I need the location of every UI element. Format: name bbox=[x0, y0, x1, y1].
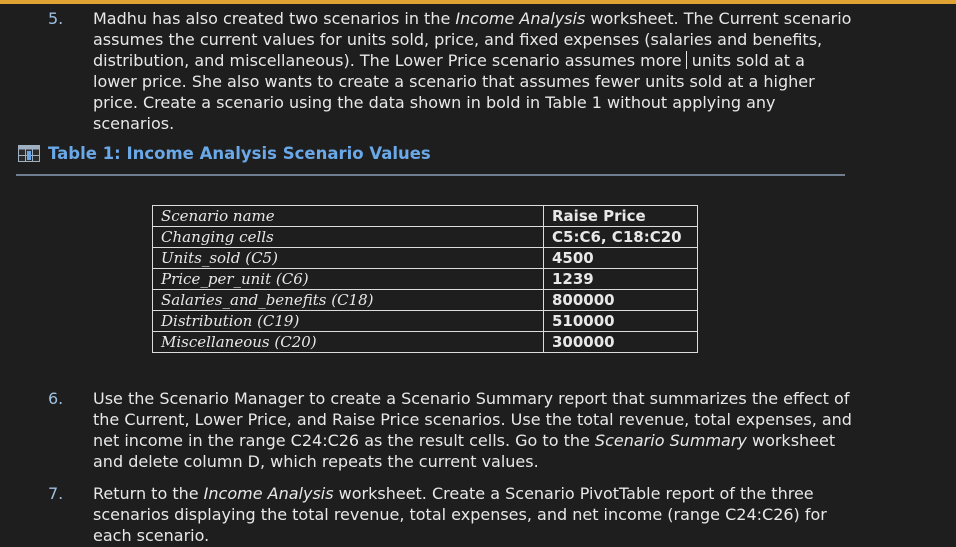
step-number: 6. bbox=[48, 389, 64, 408]
row-value: 300000 bbox=[544, 332, 698, 353]
table-icon bbox=[18, 145, 40, 162]
row-value: Raise Price bbox=[544, 206, 698, 227]
row-label: Changing cells bbox=[153, 227, 544, 248]
row-label: Miscellaneous (C20) bbox=[153, 332, 544, 353]
row-value: 510000 bbox=[544, 311, 698, 332]
table-row bbox=[153, 332, 698, 353]
row-value: 4500 bbox=[544, 248, 698, 269]
table-title: Table 1: Income Analysis Scenario Values bbox=[48, 144, 431, 163]
row-label: Distribution (C19) bbox=[153, 311, 544, 332]
table-row bbox=[153, 290, 698, 311]
table-row bbox=[153, 248, 698, 269]
row-value: C5:C6, C18:C20 bbox=[544, 227, 698, 248]
table-heading bbox=[18, 144, 431, 163]
step-number: 5. bbox=[48, 9, 64, 28]
scenario-values-table bbox=[152, 205, 698, 353]
step-text: Return to the Income Analysis worksheet. Create a Scenario PivotTable report of the three scenarios displaying the total revenue, total expenses, and net income (range C24:C26) for each scenario. bbox=[93, 484, 827, 545]
step-text: Use the Scenario Manager to create a Scenario Summary report that summarizes the effect of the Current, Lower Price, and Raise Price scenarios. Use the total revenue, total expenses, and net income in the range C24:C26 as the result cells. Go to the Scenario Summary worksheet and delete column D, which repeats the current values. bbox=[93, 389, 852, 471]
row-label: Price_per_unit (C6) bbox=[153, 269, 544, 290]
heading-divider bbox=[16, 174, 845, 176]
table-row bbox=[153, 269, 698, 290]
table-row bbox=[153, 206, 698, 227]
step-number: 7. bbox=[48, 484, 64, 503]
row-label: Salaries_and_benefits (C18) bbox=[153, 290, 544, 311]
table-row bbox=[153, 227, 698, 248]
row-value: 1239 bbox=[544, 269, 698, 290]
row-value: 800000 bbox=[544, 290, 698, 311]
row-label: Units_sold (C5) bbox=[153, 248, 544, 269]
top-accent-bar bbox=[0, 0, 956, 4]
step-text: Madhu has also created two scenarios in the Income Analysis worksheet. The Current scenario assumes the current values for units sold, price, and fixed expenses (salaries and benefits, distribution, and miscellaneous). The Lower Price scenario assumes more units sold at a lower price. She also wants to create a scenario that assumes fewer units sold at a higher price. Create a scenario using the data shown in bold in Table 1 without applying any scenarios. bbox=[93, 9, 852, 133]
row-label: Scenario name bbox=[153, 206, 544, 227]
table-row bbox=[153, 311, 698, 332]
